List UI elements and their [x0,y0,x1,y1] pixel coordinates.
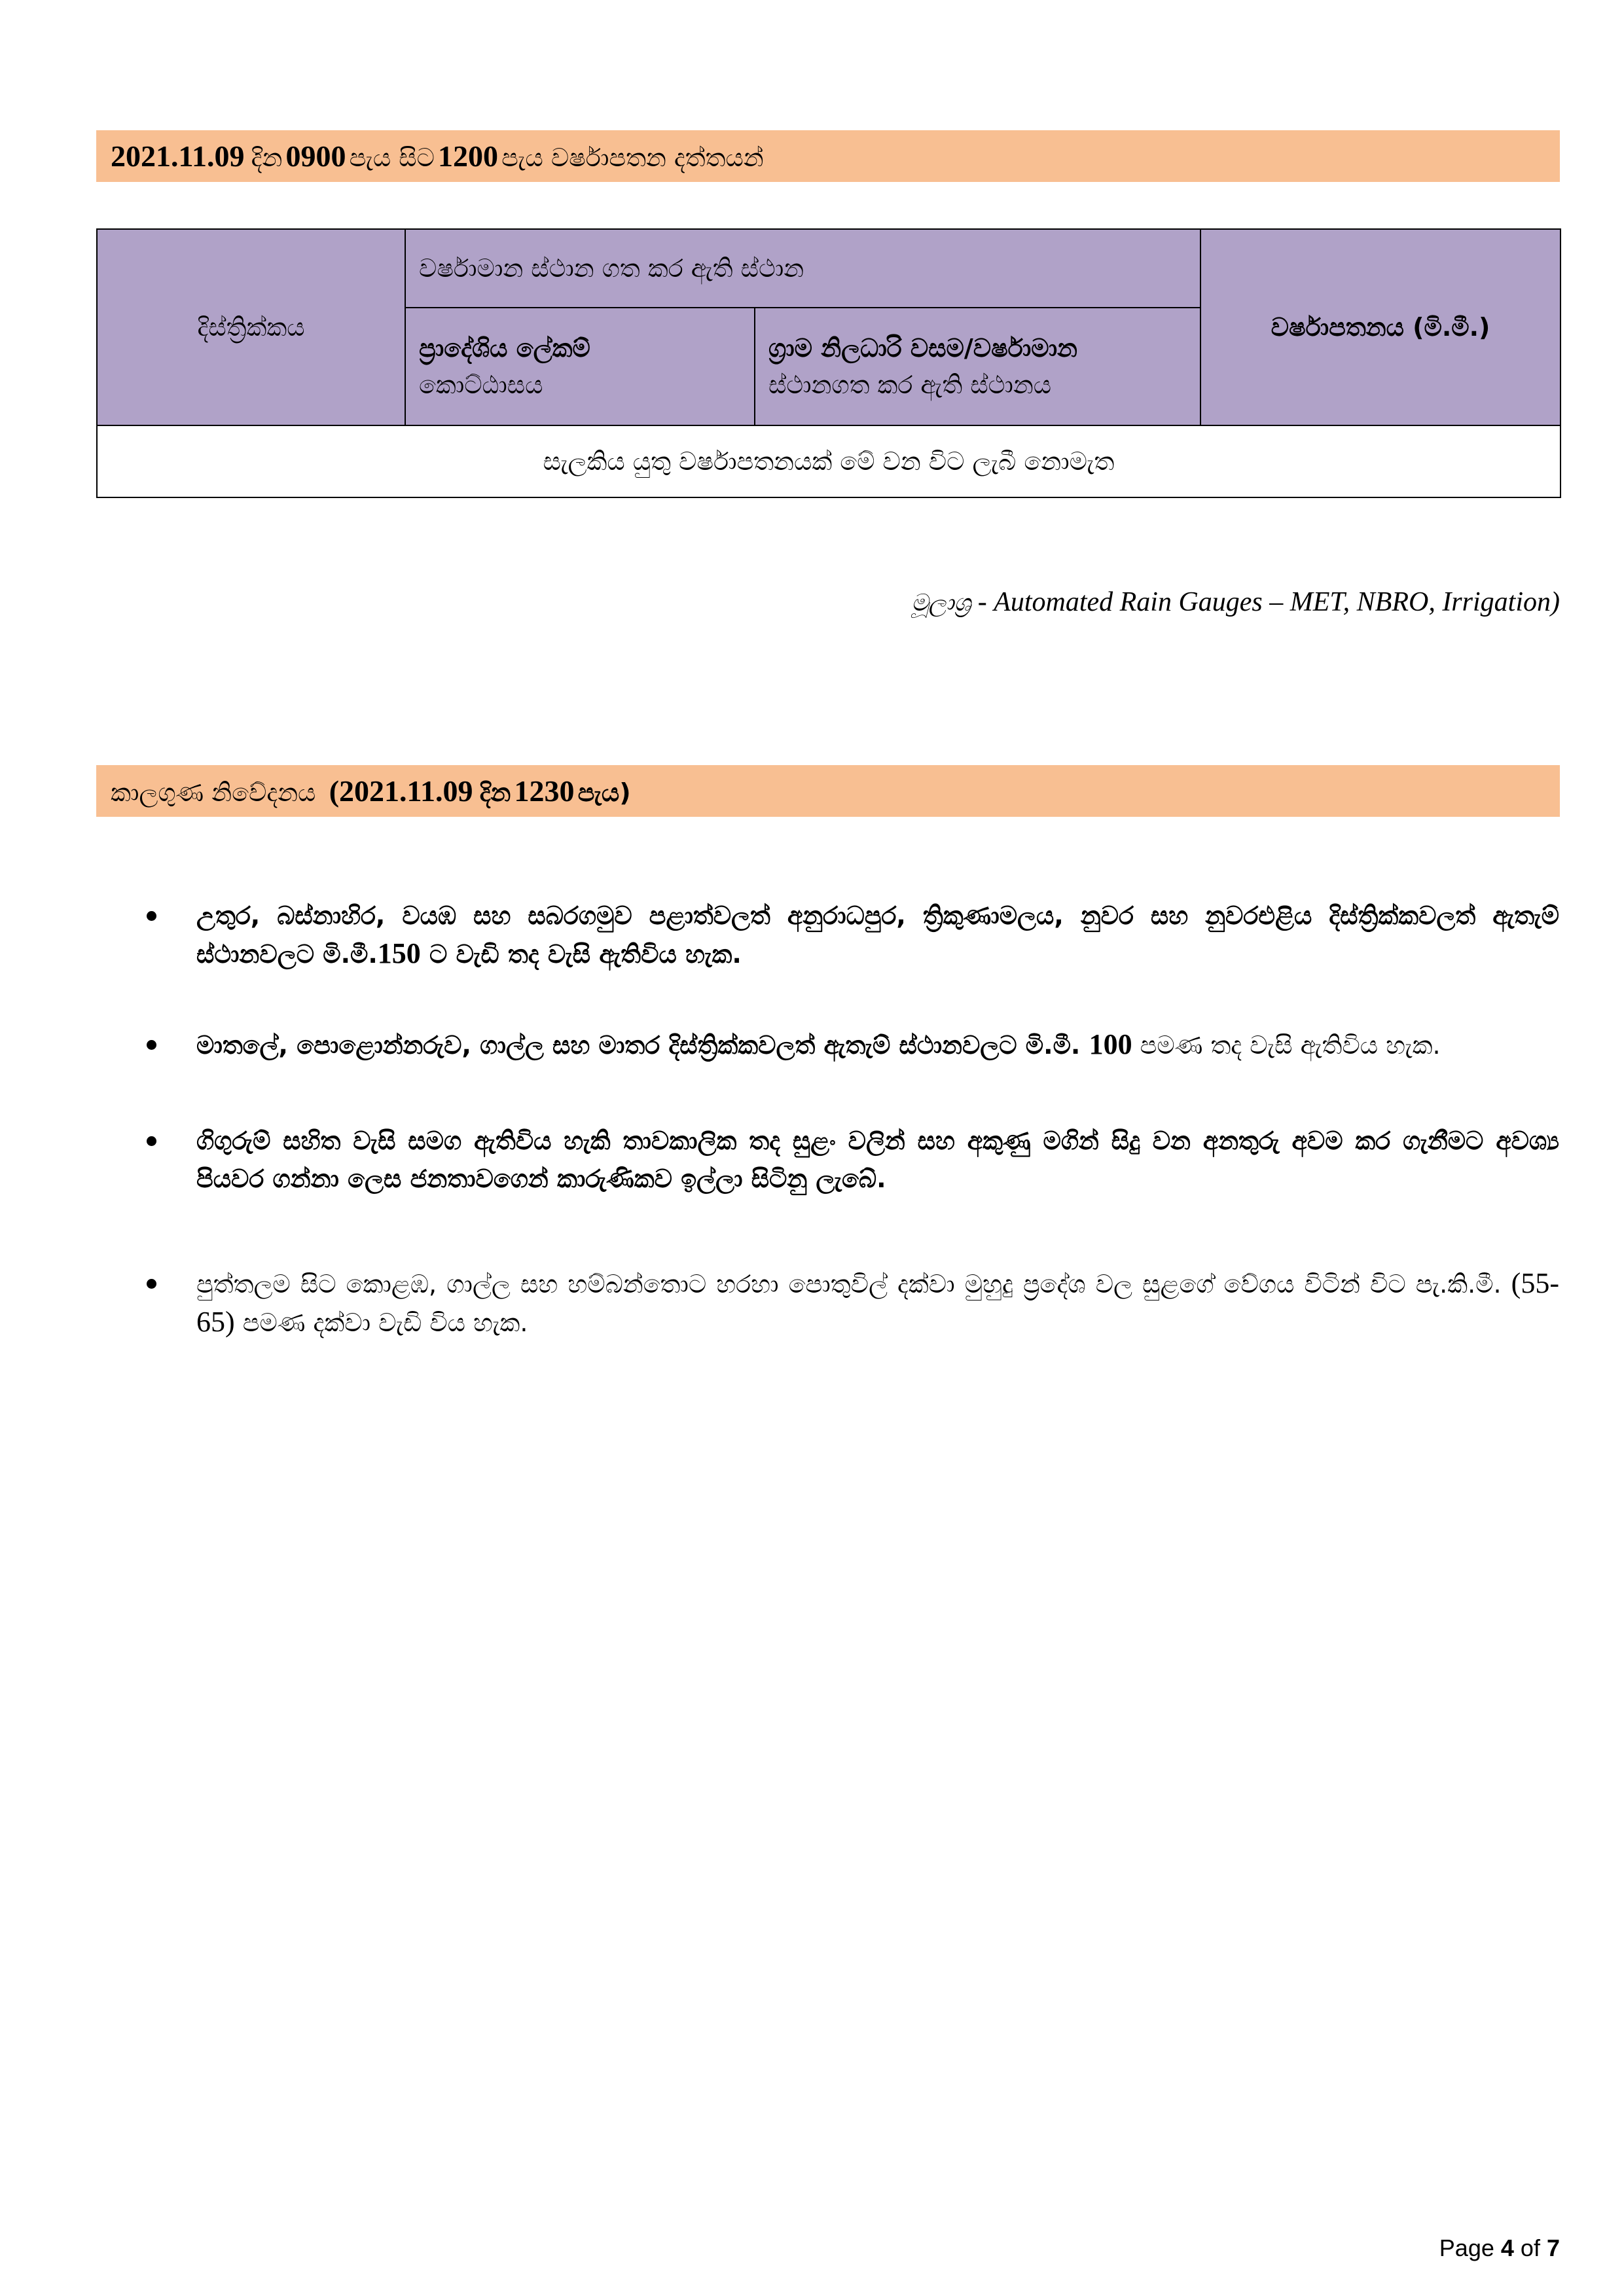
page-total: 7 [1546,2234,1560,2261]
page-label: Page [1439,2234,1494,2261]
title-date: 2021.11.09 [111,139,245,173]
header-gn-line2: ස්ථානගත කර ඇති ස්ථානය [768,370,1052,399]
header-ds-division [405,308,755,425]
header-rainfall [1200,229,1561,425]
list-item [139,1026,1559,1064]
rainfall-section-title [111,130,764,188]
forecast-title-date: (2021.11.09 [329,774,473,808]
item-text-end: පමණ තද වැසි ඇතිවිය හැක. [1132,1031,1441,1060]
rainfall-section-header [96,130,1560,182]
header-ds-line2: කොට්ඨාසය [419,370,543,399]
source-label: මූලාශ්‍ර [911,590,971,617]
title-from: පැය සිට [349,143,435,172]
no-data-message: සැලකිය යුතු වර්ෂාපතනයක් මේ වන විට ලැබී නොමැත [97,425,1561,497]
title-start-time: 0900 [285,139,346,173]
item-text-end: පමණ දක්වා වැඩි විය හැක. [234,1308,528,1337]
rainfall-table [96,228,1561,498]
page-of-label: of [1520,2234,1540,2261]
item-text: මාතලේ, පොළොන්නරුව, ගාල්ල සහ මාතර දිස්ත්‍රික්කවලත් ඇතැම් ස්ථානවලට මි.මී. [196,1031,1089,1060]
list-item [139,897,1559,973]
header-gn-division [755,308,1200,425]
title-end-time: 1200 [438,139,499,173]
list-item [139,1122,1559,1198]
source-text: - Automated Rain Gauges – MET, NBRO, Irrigation) [971,587,1560,617]
list-item [139,1265,1559,1342]
header-ds-line1: ප්‍රාදේශිය ලේකම් [419,334,590,363]
header-district: දිස්ත්‍රික්කය [97,229,405,425]
title-day: දින [251,143,283,172]
forecast-list [139,897,1559,1342]
table-row [97,425,1561,497]
item-text: උතුර, බස්නාහිර, වයඹ සහ සබරගමුව පළාත්වලත් අනුරාධපුර, ත්‍රිකුණාමලය, නුවර සහ නුවරඑළිය දිස්ත්‍රික්කවලත් ඇතැම් ස්ථානවලට මි.මී. [196,901,1559,969]
item-text: පුත්තලම සිට කොළඹ, ගාල්ල සහ හම්බන්තොට හරහා පොතුවිල් දක්වා මුහුදු ප්‍රදේශ වල සුළගේ වේගය විටින් විට පැ.කි.මී. [196,1270,1511,1299]
forecast-title-day: දින [479,778,511,807]
header-station-group: වර්ෂාමාන ස්ථාන ගත කර ඇති ස්ථාන [405,229,1200,308]
title-rest: පැය වර්ෂාපතන දත්තයන් [501,143,764,172]
header-rainfall-label: වර්ෂාපතනය (මි.මී.) [1271,312,1490,342]
item-text: ගිගුරුම් සහිත වැසි සමග ඇතිවිය හැකි තාවකාලික තද සුළං වලින් සහ අකුණු මගින් සිදු වන අනතුරු අවම කර ගැනීමට අවශ්‍ය පියවර ගන්නා ලෙස ජනතාවගෙන් කාරුණිකව ඉල්ලා සිටිනු ලැබේ. [196,1126,1559,1193]
item-number: (55-65) [196,1267,1559,1338]
forecast-title-time: 1230 [514,774,575,808]
item-number: 150 [377,937,421,969]
table-header-row [97,229,1561,308]
bullet-icon [147,1136,156,1146]
page-current: 4 [1500,2234,1514,2261]
item-text-end: ට වැඩි තද වැසි ඇතිවිය හැක. [420,940,742,969]
bullet-icon [147,1279,156,1289]
item-number: 100 [1089,1028,1132,1060]
forecast-section-title [111,765,631,823]
forecast-title-close: පැය) [577,778,631,807]
header-gn-line1: ග්‍රාම නිලධාරි වසම/වර්ෂාමාන [768,334,1077,363]
bullet-icon [147,1040,156,1050]
forecast-title-label: කාලගුණ නිවේදනය [111,778,316,807]
bullet-icon [147,911,156,921]
page-number [1439,2234,1560,2262]
data-source [911,586,1560,618]
forecast-section-header [96,765,1560,817]
